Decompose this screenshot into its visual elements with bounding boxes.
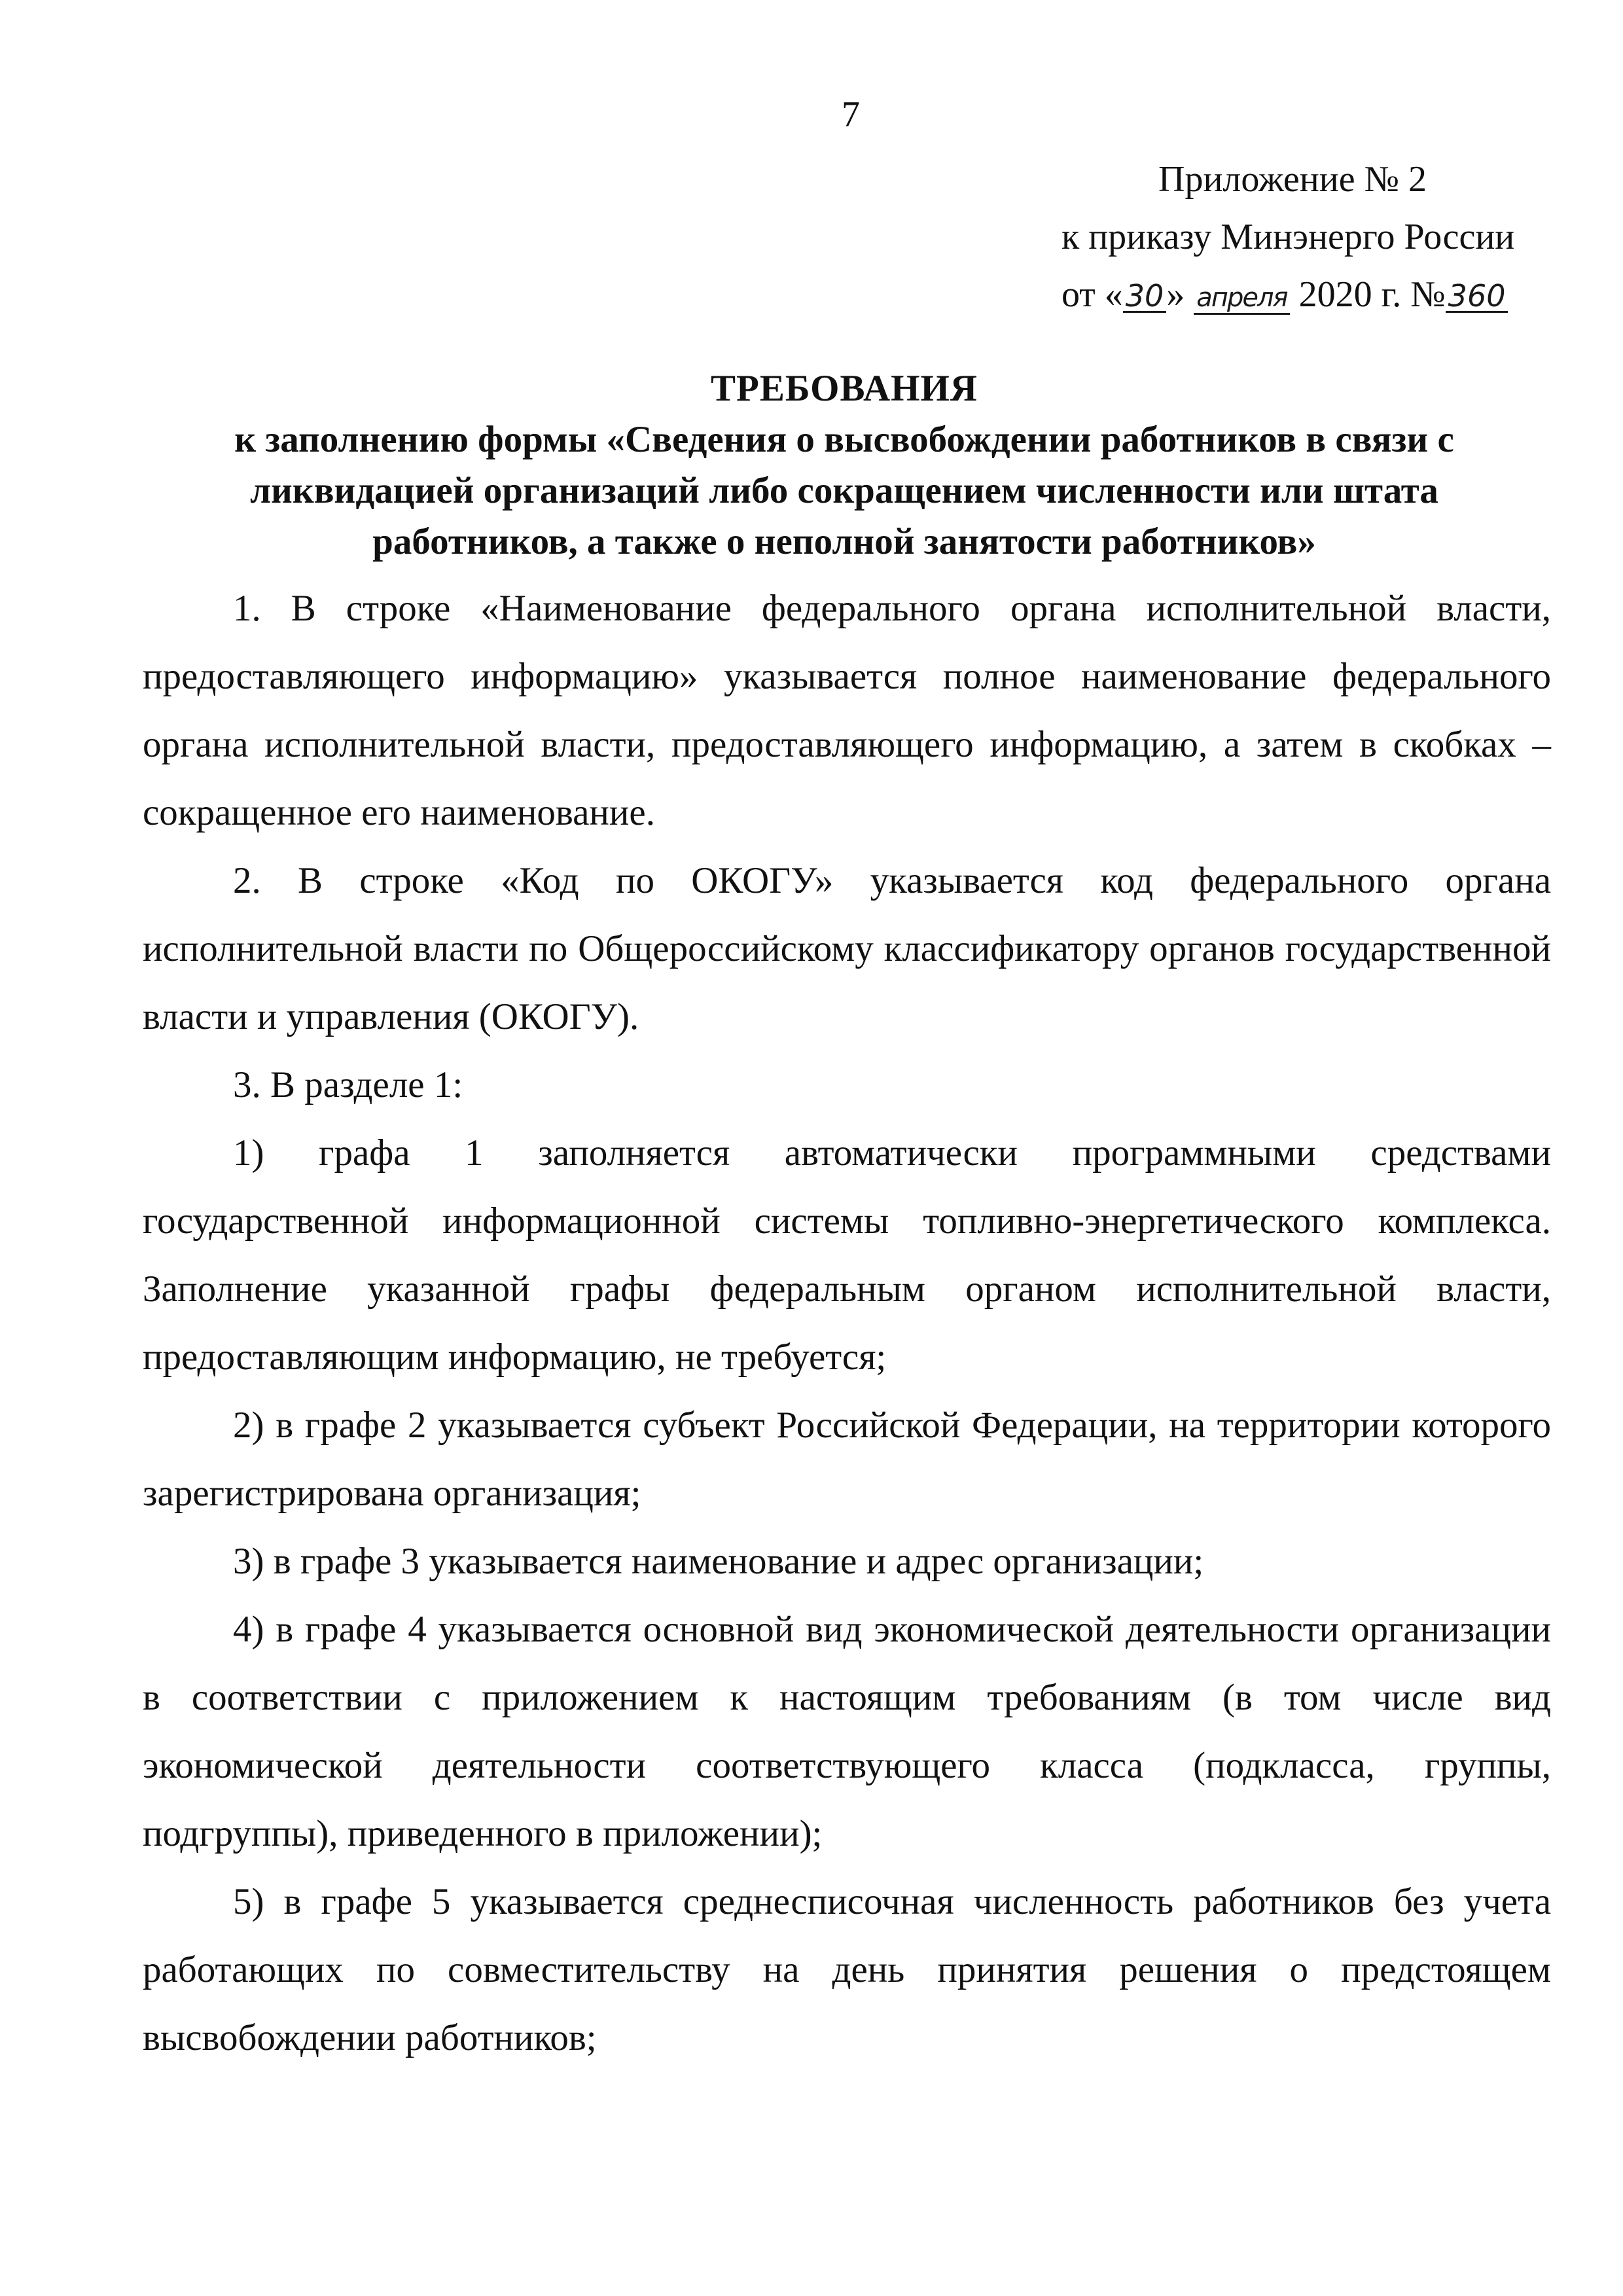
document-title-block — [137, 363, 1551, 567]
appendix-title: Приложение № 2 — [1158, 159, 1427, 200]
paragraph-3-5: 5) в графе 5 указывается среднесписочная численность работников без учета работающих по совместительству на день принятия решения о предстоящем высвобождении работников; — [143, 1881, 1551, 2058]
appendix-header — [942, 151, 1558, 323]
date-prefix: от « — [1061, 274, 1123, 315]
appendix-order-ref: к приказу Минэнерго России — [1061, 217, 1515, 257]
document-title: ТРЕБОВАНИЯ — [711, 368, 978, 409]
document-subtitle-line-3: работников, а также о неполной занятости работников» — [372, 521, 1316, 562]
date-year: 2020 г. № — [1289, 274, 1446, 315]
paragraph-3: 3. В разделе 1: — [233, 1064, 463, 1105]
appendix-date-line — [942, 266, 1558, 323]
handwritten-day: 30 — [1123, 281, 1167, 313]
handwritten-order-number: 360 — [1446, 281, 1508, 313]
handwritten-month: апреля — [1194, 283, 1289, 315]
document-body — [143, 575, 1551, 2072]
paragraph-3-1: 1) графа 1 заполняется автоматически программными средствами государственной информационной системы топливно-энергетического комплекса. Заполнение указанной графы федеральным органом исполнительной власти, предоставляющим информацию, не требуется; — [143, 1132, 1551, 1378]
paragraph-3-3: 3) в графе 3 указывается наименование и адрес организации; — [233, 1541, 1204, 1582]
document-subtitle-line-1: к заполнению формы «Сведения о высвобождении работников в связи с — [234, 419, 1454, 460]
paragraph-1: 1. В строке «Наименование федерального органа исполнительной власти, предоставляющего информацию» указывается полное наименование федерального органа исполнительной власти, предоставляющего информацию, а затем в скобках – сокращенное его наименование. — [143, 588, 1551, 833]
paragraph-3-4: 4) в графе 4 указывается основной вид экономической деятельности организации в соответствии с приложением к настоящим требованиям (в том числе вид экономической деятельности соответствующего класса (подкласса, группы, подгруппы), приведенного в приложении); — [143, 1609, 1551, 1854]
date-mid: » — [1166, 274, 1194, 315]
paragraph-3-2: 2) в графе 2 указывается субъект Российской Федерации, на территории которого зарегистрирована организация; — [143, 1405, 1551, 1514]
document-subtitle-line-2: ликвидацией организаций либо сокращением численности или штата — [250, 470, 1438, 511]
page-number: 7 — [842, 94, 860, 135]
paragraph-2: 2. В строке «Код по ОКОГУ» указывается код федерального органа исполнительной власти по Общероссийскому классификатору органов государственной власти и управления (ОКОГУ). — [143, 860, 1551, 1037]
